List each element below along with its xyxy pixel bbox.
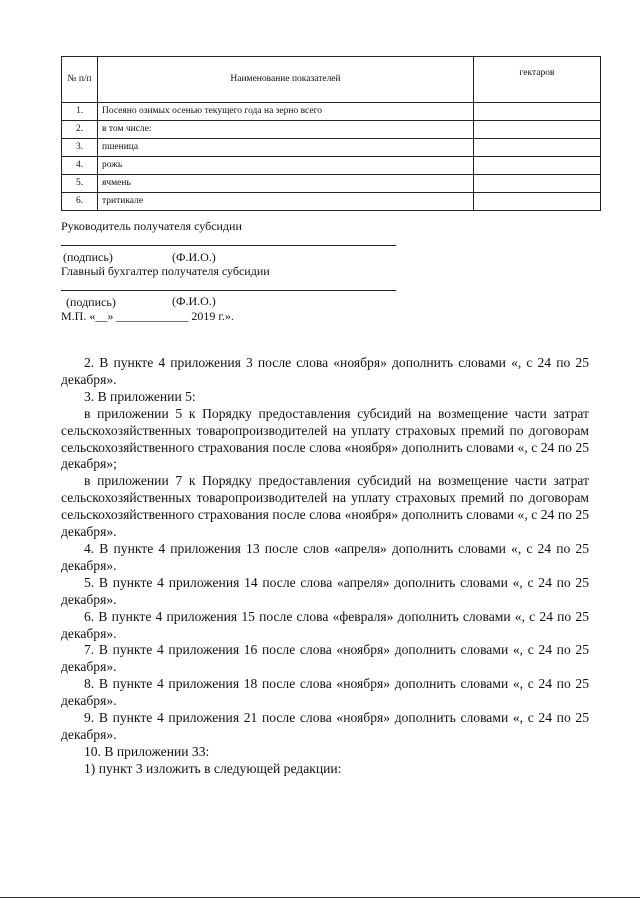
row-value: [474, 139, 601, 157]
stamp-date-line: М.П. «__» ____________ 2019 г.».: [61, 309, 234, 323]
paragraph-item-2: 2. В пункте 4 приложения 3 после слова «ноября» дополнить словами «, с 24 по 25 декабря».: [61, 355, 589, 387]
table-row: [62, 157, 601, 175]
paragraph-item-10-1: 1) пункт 3 изложить в следующей редакции:: [84, 760, 342, 776]
paragraph-item-3-a: в приложении 5 к Порядку предоставления субсидий на возмещение части затрат сельскохозяйственных товаропроизводителей на уплату страховых премий по договорам сельскохозяйственного страхования после слова «ноября» дополнить словами «, с 24 по 25 декабря»;: [61, 405, 589, 472]
row-name: Посеяно озимых осенью текущего года на зерно всего: [98, 103, 474, 121]
row-value: [474, 193, 601, 211]
head-signature-line: [61, 245, 396, 246]
table-row: [62, 121, 601, 139]
paragraph-item-3-b: в приложении 7 к Порядку предоставления субсидий на возмещение части затрат сельскохозяйственных товаропроизводителей на уплату страховых премий по договорам сельскохозяйственного страхования после слова «ноября» дополнить словами «, с 24 по 25 декабря».: [61, 473, 589, 540]
paragraph-item-3: 3. В приложении 5:: [84, 388, 196, 404]
accountant-fio-label: (Ф.И.О.): [172, 294, 216, 308]
paragraph-item-4: 4. В пункте 4 приложения 13 после слов «апреля» дополнить словами «, с 24 по 25 декабря».: [61, 540, 589, 573]
paragraph-item-5: 5. В пункте 4 приложения 14 после слова «апреля» дополнить словами «, с 24 по 25 декабря».: [61, 574, 589, 607]
amendment-text: [61, 355, 589, 778]
row-name: ячмень: [98, 175, 474, 193]
head-sign-label: (подпись): [63, 250, 113, 264]
paragraph-item-6: 6. В пункте 4 приложения 15 после слова «февраля» дополнить словами «, с 24 по 25 декабря».: [61, 608, 589, 641]
row-value: [474, 121, 601, 139]
row-num: 2.: [62, 121, 98, 139]
table-header-row: [62, 57, 601, 103]
row-num: 1.: [62, 103, 98, 121]
header-num: № п/п: [62, 57, 98, 103]
table-row: [62, 175, 601, 193]
indicators-table: [61, 56, 601, 211]
head-fio-label: (Ф.И.О.): [172, 250, 216, 264]
row-name: пшеница: [98, 139, 474, 157]
accountant-title: Главный бухгалтер получателя субсидии: [61, 264, 270, 278]
row-name: в том числе:: [98, 121, 474, 139]
page-bottom-edge: [0, 897, 640, 898]
table-row: [62, 103, 601, 121]
paragraph-item-9: 9. В пункте 4 приложения 21 после слова «ноября» дополнить словами «, с 24 по 25 декабря».: [61, 710, 589, 742]
accountant-sign-label: (подпись): [66, 295, 116, 309]
row-num: 3.: [62, 139, 98, 157]
header-name: Наименование показателей: [98, 57, 474, 103]
paragraph-item-7: 7. В пункте 4 приложения 16 после слова «ноября» дополнить словами «, с 24 по 25 декабря».: [61, 642, 589, 675]
head-title: Руководитель получателя субсидии: [61, 219, 242, 233]
table-row: [62, 139, 601, 157]
row-value: [474, 103, 601, 121]
row-name: рожь: [98, 157, 474, 175]
row-name: тритикале: [98, 193, 474, 211]
row-num: 4.: [62, 157, 98, 175]
table-row: [62, 193, 601, 211]
row-value: [474, 175, 601, 193]
header-unit: гектаров: [474, 57, 601, 103]
row-num: 5.: [62, 175, 98, 193]
paragraph-item-8: 8. В пункте 4 приложения 18 после слова «ноября» дополнить словами «, с 24 по 25 декабря».: [61, 676, 589, 709]
accountant-signature-line: [61, 290, 396, 291]
row-value: [474, 157, 601, 175]
row-num: 6.: [62, 193, 98, 211]
paragraph-item-10: 10. В приложении 33:: [84, 743, 210, 759]
